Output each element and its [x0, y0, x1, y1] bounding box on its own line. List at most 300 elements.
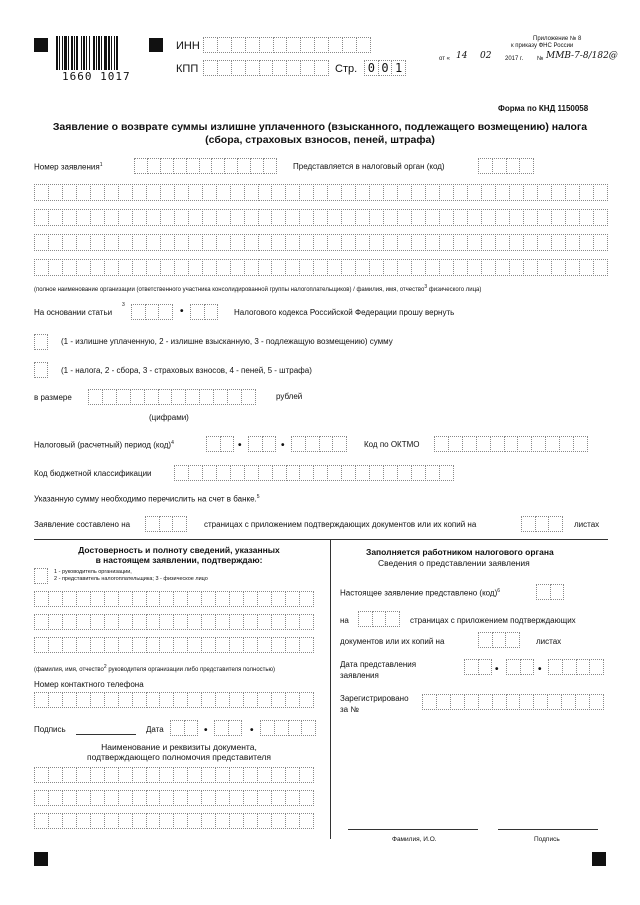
input-cell[interactable]: [453, 234, 468, 251]
sign-line[interactable]: [76, 734, 136, 735]
input-cell[interactable]: [593, 259, 608, 276]
input-cell[interactable]: [411, 465, 426, 481]
input-cell[interactable]: [495, 184, 510, 201]
input-cell[interactable]: [271, 692, 286, 708]
input-cell[interactable]: [159, 637, 174, 653]
input-cell[interactable]: [215, 614, 230, 630]
input-cell[interactable]: [243, 591, 258, 607]
input-cell[interactable]: [146, 209, 161, 226]
oktmo-field[interactable]: [434, 436, 588, 452]
input-cell[interactable]: [464, 694, 479, 710]
input-cell[interactable]: [313, 234, 328, 251]
tax-authority-field[interactable]: [478, 158, 534, 174]
input-cell[interactable]: [173, 614, 188, 630]
input-cell[interactable]: [271, 637, 286, 653]
right-sheets-field[interactable]: [478, 632, 520, 648]
input-cell[interactable]: [48, 692, 63, 708]
input-cell[interactable]: [305, 436, 320, 452]
input-cell[interactable]: [146, 184, 161, 201]
input-cell[interactable]: [62, 790, 77, 806]
input-cell[interactable]: [313, 209, 328, 226]
input-cell[interactable]: [159, 790, 174, 806]
input-cell[interactable]: [188, 209, 203, 226]
input-cell[interactable]: [385, 611, 400, 627]
input-cell[interactable]: [174, 209, 189, 226]
input-cell[interactable]: [327, 259, 342, 276]
input-cell[interactable]: [118, 813, 133, 829]
input-cell[interactable]: [478, 632, 493, 648]
input-cell[interactable]: [186, 158, 200, 174]
input-cell[interactable]: [201, 591, 216, 607]
input-cell[interactable]: [422, 694, 437, 710]
input-cell[interactable]: [355, 259, 370, 276]
input-cell[interactable]: [369, 184, 384, 201]
input-cell[interactable]: [132, 692, 147, 708]
input-cell[interactable]: [300, 60, 315, 76]
input-cell[interactable]: [215, 790, 230, 806]
input-cell[interactable]: [229, 767, 244, 783]
input-cell[interactable]: [537, 209, 552, 226]
input-cell[interactable]: [201, 767, 216, 783]
input-cell[interactable]: [548, 516, 563, 532]
input-cell[interactable]: [34, 692, 49, 708]
input-cell[interactable]: [217, 37, 232, 53]
input-cell[interactable]: [188, 234, 203, 251]
input-cell[interactable]: [495, 259, 510, 276]
input-cell[interactable]: [173, 591, 188, 607]
input-cell[interactable]: [76, 692, 91, 708]
input-cell[interactable]: [579, 209, 594, 226]
sign-date-day[interactable]: [170, 720, 198, 736]
input-cell[interactable]: [299, 234, 314, 251]
input-cell[interactable]: [172, 516, 187, 532]
input-cell[interactable]: [531, 436, 546, 452]
input-cell[interactable]: [134, 158, 148, 174]
input-cell[interactable]: [62, 259, 77, 276]
sign-date-year[interactable]: [260, 720, 316, 736]
input-cell[interactable]: [285, 637, 300, 653]
fullname-row-3[interactable]: [34, 234, 608, 251]
input-cell[interactable]: [258, 184, 273, 201]
input-cell[interactable]: [383, 465, 398, 481]
input-cell[interactable]: [146, 692, 161, 708]
input-cell[interactable]: [565, 184, 580, 201]
input-cell[interactable]: [467, 259, 482, 276]
input-cell[interactable]: [229, 614, 244, 630]
input-cell[interactable]: [327, 465, 342, 481]
input-cell[interactable]: [202, 465, 217, 481]
input-cell[interactable]: [520, 659, 535, 675]
input-cell[interactable]: [244, 184, 259, 201]
input-cell[interactable]: [358, 611, 373, 627]
input-cell[interactable]: [146, 259, 161, 276]
input-cell[interactable]: [327, 234, 342, 251]
input-cell[interactable]: [271, 234, 286, 251]
input-cell[interactable]: [369, 259, 384, 276]
input-cell[interactable]: [90, 692, 105, 708]
input-cell[interactable]: [285, 767, 300, 783]
input-cell[interactable]: [214, 720, 229, 736]
input-cell[interactable]: [383, 184, 398, 201]
input-cell[interactable]: [76, 209, 91, 226]
input-cell[interactable]: [146, 614, 161, 630]
input-cell[interactable]: [243, 767, 258, 783]
input-cell[interactable]: [118, 790, 133, 806]
input-cell[interactable]: [202, 209, 217, 226]
input-cell[interactable]: [509, 259, 524, 276]
input-cell[interactable]: [506, 158, 521, 174]
input-cell[interactable]: [299, 790, 314, 806]
input-cell[interactable]: [509, 184, 524, 201]
input-cell[interactable]: [229, 790, 244, 806]
input-cell[interactable]: [48, 767, 63, 783]
input-cell[interactable]: [187, 614, 202, 630]
input-cell[interactable]: [299, 591, 314, 607]
input-cell[interactable]: [90, 614, 105, 630]
input-cell[interactable]: [299, 614, 314, 630]
input-cell[interactable]: [286, 465, 301, 481]
input-cell[interactable]: [245, 60, 260, 76]
input-cell[interactable]: [144, 389, 159, 405]
input-cell[interactable]: [248, 436, 263, 452]
input-cell[interactable]: [299, 767, 314, 783]
input-cell[interactable]: [285, 184, 300, 201]
input-cell[interactable]: [48, 259, 63, 276]
input-cell[interactable]: [34, 334, 48, 350]
input-cell[interactable]: [48, 813, 63, 829]
input-cell[interactable]: [48, 209, 63, 226]
input-cell[interactable]: [257, 591, 272, 607]
input-cell[interactable]: [130, 389, 145, 405]
input-cell[interactable]: [34, 614, 49, 630]
input-cell[interactable]: [383, 209, 398, 226]
input-cell[interactable]: [118, 209, 133, 226]
input-cell[interactable]: [48, 234, 63, 251]
input-cell[interactable]: [243, 614, 258, 630]
input-cell[interactable]: [509, 234, 524, 251]
input-cell[interactable]: [593, 209, 608, 226]
input-cell[interactable]: [34, 813, 49, 829]
input-cell[interactable]: [258, 209, 273, 226]
input-cell[interactable]: [187, 637, 202, 653]
input-cell[interactable]: [535, 516, 550, 532]
input-cell[interactable]: [244, 234, 259, 251]
input-cell[interactable]: [62, 591, 77, 607]
reg-number-field[interactable]: [422, 694, 604, 710]
phone-field[interactable]: [34, 692, 314, 708]
right-fio-line[interactable]: [348, 829, 478, 830]
input-cell[interactable]: [562, 659, 577, 675]
input-cell[interactable]: [271, 790, 286, 806]
input-cell[interactable]: [159, 614, 174, 630]
input-cell[interactable]: [257, 813, 272, 829]
input-cell[interactable]: [243, 637, 258, 653]
input-cell[interactable]: [476, 436, 491, 452]
input-cell[interactable]: [425, 465, 440, 481]
input-cell[interactable]: [34, 259, 49, 276]
input-cell[interactable]: [285, 259, 300, 276]
input-cell[interactable]: [559, 436, 574, 452]
input-cell[interactable]: [521, 516, 536, 532]
input-cell[interactable]: [118, 614, 133, 630]
input-cell[interactable]: [90, 591, 105, 607]
input-cell[interactable]: [545, 436, 560, 452]
input-cell[interactable]: [243, 790, 258, 806]
input-cell[interactable]: [286, 60, 301, 76]
input-cell[interactable]: [258, 259, 273, 276]
input-cell[interactable]: [104, 259, 119, 276]
input-cell[interactable]: [202, 234, 217, 251]
input-cell[interactable]: [217, 60, 232, 76]
input-cell[interactable]: [355, 184, 370, 201]
input-cell[interactable]: [146, 637, 161, 653]
input-cell[interactable]: [523, 184, 538, 201]
input-cell[interactable]: [291, 436, 306, 452]
input-cell[interactable]: [118, 259, 133, 276]
input-cell[interactable]: [244, 209, 259, 226]
input-cell[interactable]: [90, 259, 105, 276]
input-cell[interactable]: [492, 632, 507, 648]
input-cell[interactable]: [547, 694, 562, 710]
input-cell[interactable]: [355, 209, 370, 226]
input-cell[interactable]: [184, 720, 199, 736]
input-cell[interactable]: [170, 720, 185, 736]
input-cell[interactable]: [132, 637, 147, 653]
period-field-1[interactable]: [206, 436, 234, 452]
input-cell[interactable]: [411, 259, 426, 276]
input-cell[interactable]: [467, 209, 482, 226]
input-cell[interactable]: [383, 234, 398, 251]
input-cell[interactable]: [201, 813, 216, 829]
signer-type-field[interactable]: [34, 568, 48, 584]
input-cell[interactable]: [436, 694, 451, 710]
input-cell[interactable]: [533, 694, 548, 710]
input-cell[interactable]: [215, 692, 230, 708]
input-cell[interactable]: [237, 158, 251, 174]
input-cell[interactable]: [369, 209, 384, 226]
input-cell[interactable]: [439, 465, 454, 481]
input-cell[interactable]: [76, 767, 91, 783]
presented-code-field[interactable]: [536, 584, 564, 600]
input-cell[interactable]: [199, 389, 214, 405]
input-cell[interactable]: [213, 389, 228, 405]
doc-row-2[interactable]: [34, 790, 314, 806]
input-cell[interactable]: [288, 720, 303, 736]
input-cell[interactable]: [369, 465, 384, 481]
input-cell[interactable]: [271, 813, 286, 829]
input-cell[interactable]: [104, 614, 119, 630]
input-cell[interactable]: [299, 637, 314, 653]
input-cell[interactable]: [76, 234, 91, 251]
payment-type-field[interactable]: [34, 362, 48, 378]
input-cell[interactable]: [187, 767, 202, 783]
input-cell[interactable]: [478, 659, 493, 675]
input-cell[interactable]: [561, 694, 576, 710]
input-cell[interactable]: [537, 184, 552, 201]
input-cell[interactable]: [397, 209, 412, 226]
input-cell[interactable]: [146, 767, 161, 783]
input-cell[interactable]: [397, 259, 412, 276]
input-cell[interactable]: [199, 158, 213, 174]
input-cell[interactable]: [356, 37, 371, 53]
input-cell[interactable]: [537, 234, 552, 251]
input-cell[interactable]: [425, 259, 440, 276]
doc-row-3[interactable]: [34, 813, 314, 829]
input-cell[interactable]: [467, 184, 482, 201]
input-cell[interactable]: [314, 60, 329, 76]
input-cell[interactable]: [131, 304, 146, 320]
input-cell[interactable]: [244, 465, 259, 481]
input-cell[interactable]: 1: [391, 60, 406, 76]
input-cell[interactable]: [299, 692, 314, 708]
input-cell[interactable]: [230, 209, 245, 226]
input-cell[interactable]: [453, 259, 468, 276]
fullname-row-4[interactable]: [34, 259, 608, 276]
input-cell[interactable]: [62, 813, 77, 829]
input-cell[interactable]: [34, 362, 48, 378]
input-cell[interactable]: [286, 37, 301, 53]
input-cell[interactable]: [76, 591, 91, 607]
input-cell[interactable]: [425, 209, 440, 226]
input-cell[interactable]: [285, 692, 300, 708]
input-cell[interactable]: [62, 637, 77, 653]
input-cell[interactable]: [576, 659, 591, 675]
input-cell[interactable]: [174, 184, 189, 201]
input-cell[interactable]: [202, 184, 217, 201]
input-cell[interactable]: [328, 37, 343, 53]
input-cell[interactable]: [48, 591, 63, 607]
amount-field[interactable]: [88, 389, 256, 405]
input-cell[interactable]: [187, 790, 202, 806]
input-cell[interactable]: [231, 60, 246, 76]
input-cell[interactable]: [313, 184, 328, 201]
input-cell[interactable]: [118, 234, 133, 251]
input-cell[interactable]: [90, 234, 105, 251]
input-cell[interactable]: [118, 637, 133, 653]
input-cell[interactable]: [48, 184, 63, 201]
page-number-field[interactable]: [364, 60, 406, 76]
input-cell[interactable]: [147, 158, 161, 174]
fullname-row-1[interactable]: [34, 184, 608, 201]
input-cell[interactable]: [271, 591, 286, 607]
input-cell[interactable]: [383, 259, 398, 276]
input-cell[interactable]: [314, 37, 329, 53]
input-cell[interactable]: [171, 389, 186, 405]
article-number-field[interactable]: [131, 304, 173, 320]
input-cell[interactable]: [132, 614, 147, 630]
input-cell[interactable]: [258, 234, 273, 251]
input-cell[interactable]: [185, 389, 200, 405]
input-cell[interactable]: [215, 813, 230, 829]
input-cell[interactable]: [453, 184, 468, 201]
input-cell[interactable]: [273, 37, 288, 53]
input-cell[interactable]: [228, 720, 243, 736]
input-cell[interactable]: [271, 767, 286, 783]
input-cell[interactable]: [411, 234, 426, 251]
input-cell[interactable]: [372, 611, 387, 627]
input-cell[interactable]: [159, 692, 174, 708]
input-cell[interactable]: [216, 209, 231, 226]
input-cell[interactable]: [425, 234, 440, 251]
input-cell[interactable]: [204, 304, 219, 320]
input-cell[interactable]: [481, 184, 496, 201]
input-cell[interactable]: [34, 234, 49, 251]
input-cell[interactable]: [48, 614, 63, 630]
input-cell[interactable]: [272, 465, 287, 481]
input-cell[interactable]: [573, 436, 588, 452]
period-field-3[interactable]: [291, 436, 347, 452]
input-cell[interactable]: [173, 637, 188, 653]
input-cell[interactable]: [62, 614, 77, 630]
input-cell[interactable]: [158, 304, 173, 320]
input-cell[interactable]: [450, 694, 465, 710]
input-cell[interactable]: [229, 637, 244, 653]
input-cell[interactable]: [245, 37, 260, 53]
input-cell[interactable]: [259, 37, 274, 53]
input-cell[interactable]: [411, 209, 426, 226]
input-cell[interactable]: [187, 591, 202, 607]
input-cell[interactable]: [271, 184, 286, 201]
input-cell[interactable]: [34, 184, 49, 201]
input-cell[interactable]: [88, 389, 103, 405]
input-cell[interactable]: [257, 692, 272, 708]
input-cell[interactable]: [506, 694, 521, 710]
input-cell[interactable]: [90, 767, 105, 783]
input-cell[interactable]: [244, 259, 259, 276]
input-cell[interactable]: [504, 436, 519, 452]
sign-date-month[interactable]: [214, 720, 242, 736]
input-cell[interactable]: [90, 637, 105, 653]
input-cell[interactable]: [243, 692, 258, 708]
input-cell[interactable]: [118, 184, 133, 201]
input-cell[interactable]: [146, 591, 161, 607]
input-cell[interactable]: [132, 790, 147, 806]
input-cell[interactable]: [104, 767, 119, 783]
input-cell[interactable]: [62, 767, 77, 783]
input-cell[interactable]: [159, 591, 174, 607]
input-cell[interactable]: [481, 234, 496, 251]
input-cell[interactable]: [160, 158, 174, 174]
input-cell[interactable]: [397, 234, 412, 251]
input-cell[interactable]: [551, 234, 566, 251]
input-cell[interactable]: [299, 465, 314, 481]
input-cell[interactable]: [104, 591, 119, 607]
input-cell[interactable]: [132, 591, 147, 607]
input-cell[interactable]: [589, 694, 604, 710]
input-cell[interactable]: [230, 184, 245, 201]
input-cell[interactable]: [62, 209, 77, 226]
input-cell[interactable]: [271, 614, 286, 630]
input-cell[interactable]: [159, 767, 174, 783]
input-cell[interactable]: [104, 813, 119, 829]
input-cell[interactable]: [579, 259, 594, 276]
input-cell[interactable]: [48, 790, 63, 806]
input-cell[interactable]: [300, 37, 315, 53]
input-cell[interactable]: [216, 465, 231, 481]
input-cell[interactable]: [76, 790, 91, 806]
input-cell[interactable]: [492, 694, 507, 710]
input-cell[interactable]: [439, 209, 454, 226]
input-cell[interactable]: [565, 234, 580, 251]
input-cell[interactable]: [188, 465, 203, 481]
input-cell[interactable]: [132, 259, 147, 276]
signer-fio-row-1[interactable]: [34, 591, 314, 607]
input-cell[interactable]: [201, 614, 216, 630]
input-cell[interactable]: [104, 637, 119, 653]
input-cell[interactable]: [274, 720, 289, 736]
input-cell[interactable]: [285, 234, 300, 251]
input-cell[interactable]: [90, 790, 105, 806]
